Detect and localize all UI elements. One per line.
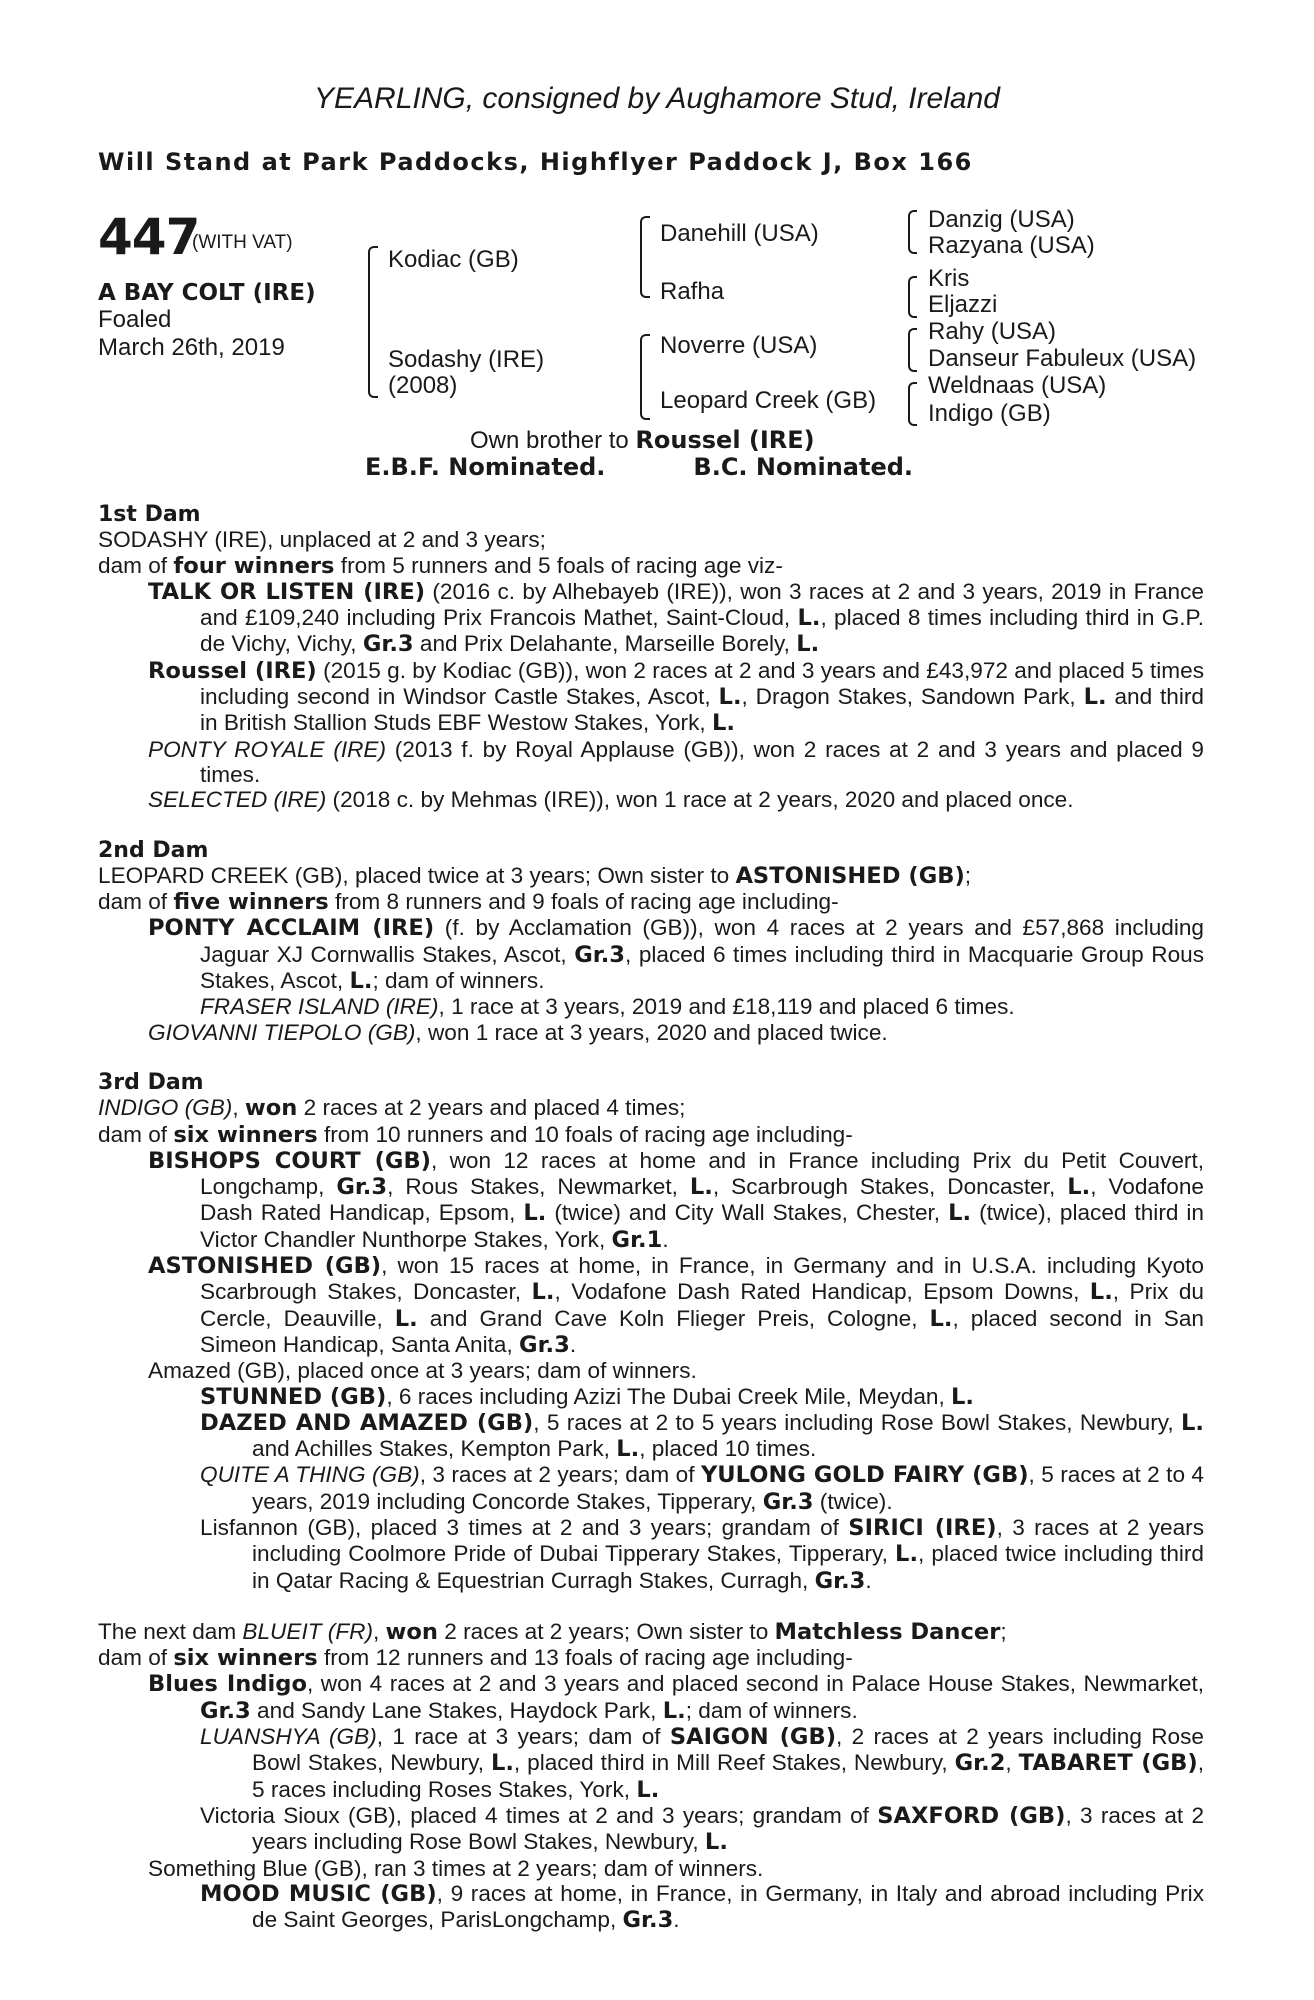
lot-number: 447 bbox=[98, 208, 200, 266]
produce-entry: DAZED AND AMAZED (GB), 5 races at 2 to 5 years including Rose Bowl Stakes, Newbury, L. and Achilles Stakes, Kempton Park, L., placed 10 times. bbox=[200, 1409, 1204, 1463]
produce-entry: PONTY ACCLAIM (IRE) (f. by Acclamation (GB)), won 4 races at 2 years and £57,868 including Jaguar XJ Cornwallis Stakes, Ascot, Gr.3, placed 6 times including third in Macquarie Group Rous Stakes, Ascot, L.; dam of winners. bbox=[148, 915, 1204, 995]
produce-entry: Lisfannon (GB), placed 3 times at 2 and 3 years; grandam of SIRICI (IRE), 3 races at 2 years including Coolmore Pride of Dubai Tipperary Stakes, Tipperary, L., placed twice including third in Qatar Racing & Equestrian Curragh Stakes, Curragh, Gr.3. bbox=[200, 1514, 1205, 1594]
dam-produce: dam of six winners from 10 runners and 10 foals of racing age including- bbox=[98, 1121, 853, 1148]
pedigree-dam-sire: Noverre (USA) bbox=[660, 332, 818, 359]
pedigree-bracket bbox=[908, 328, 917, 372]
produce-entry: Victoria Sioux (GB), placed 4 times at 2 and 3 years; grandam of SAXFORD (GB), 3 races at 2 years including Rose Bowl Stakes, Newbury, L. bbox=[200, 1802, 1205, 1856]
pedigree-bracket bbox=[908, 276, 917, 318]
produce-entry: GIOVANNI TIEPOLO (GB), won 1 race at 3 years, 2020 and placed twice. bbox=[148, 1019, 888, 1045]
pedigree-g2: Razyana (USA) bbox=[928, 232, 1095, 259]
page-title: YEARLING, consigned by Aughamore Stud, Ireland bbox=[314, 82, 1000, 115]
pedigree-dam-year: (2008) bbox=[388, 372, 458, 399]
produce-entry: Something Blue (GB), ran 3 times at 2 years; dam of winners. bbox=[148, 1855, 764, 1881]
dam-entry: SODASHY (IRE), unplaced at 2 and 3 years; bbox=[98, 527, 546, 553]
pedigree-g1: Danzig (USA) bbox=[928, 206, 1075, 233]
pedigree-bracket bbox=[908, 382, 917, 426]
produce-entry: PONTY ROYALE (IRE) (2013 f. by Royal Applause (GB)), won 2 races at 2 and 3 years and placed 9 times. bbox=[148, 736, 1204, 787]
pedigree-bracket bbox=[368, 246, 378, 398]
foaled-label: Foaled bbox=[98, 306, 172, 333]
pedigree-sire: Kodiac (GB) bbox=[388, 246, 519, 273]
foaled-date: March 26th, 2019 bbox=[98, 334, 285, 361]
catalogue-body bbox=[98, 502, 1204, 1933]
own-brother-note: Own brother to Roussel (IRE) bbox=[470, 426, 815, 454]
dam-produce: dam of four winners from 5 runners and 5 foals of racing age viz- bbox=[98, 552, 783, 579]
produce-entry: STUNNED (GB), 6 races including Azizi The Dubai Creek Mile, Meydan, L. bbox=[200, 1383, 975, 1410]
pedigree-g8: Indigo (GB) bbox=[928, 400, 1051, 427]
produce-entry: Blues Indigo, won 4 races at 2 and 3 years and placed second in Palace House Stakes, Newmarket, Gr.3 and Sandy Lane Stakes, Haydock Park, L.; dam of winners. bbox=[148, 1671, 1204, 1724]
pedigree-sire-sire: Danehill (USA) bbox=[660, 220, 819, 247]
produce-entry: Amazed (GB), placed once at 3 years; dam of winners. bbox=[148, 1358, 697, 1384]
horse-name: A BAY COLT (IRE) bbox=[98, 280, 316, 306]
produce-entry: MOOD MUSIC (GB), 9 races at home, in France, in Germany, in Italy and abroad including Prix de Saint Georges, ParisLongchamp, Gr.3. bbox=[200, 1880, 1204, 1934]
dam-produce: dam of five winners from 8 runners and 9 foals of racing age including- bbox=[98, 889, 839, 916]
pedigree-dam: Sodashy (IRE) bbox=[388, 346, 545, 373]
pedigree-g6: Danseur Fabuleux (USA) bbox=[928, 345, 1197, 372]
nominations: E.B.F. Nominated. B.C. Nominated. bbox=[365, 453, 914, 481]
lot-vat: (WITH VAT) bbox=[192, 232, 293, 253]
produce-entry: ASTONISHED (GB), won 15 races at home, in France, in Germany and in U.S.A. including Kyoto Scarbrough Stakes, Doncaster, L., Vodafone Dash Rated Handicap, Epsom Downs, L., Prix du Cercle, Deauville, L. and Grand Cave Koln Flieger Preis, Cologne, L., placed second in San Simeon Handicap, Santa Anita, Gr.3. bbox=[148, 1253, 1204, 1358]
pedigree-g7: Weldnaas (USA) bbox=[928, 372, 1107, 399]
section-heading: 3rd Dam bbox=[98, 1069, 204, 1095]
produce-entry: BISHOPS COURT (GB), won 12 races at home and in France including Prix du Petit Couvert, Longchamp, Gr.3, Rous Stakes, Newmarket, L., Scarbrough Stakes, Doncaster, L., Vodafone Dash Rated Handicap, Epsom, L. (twice) and City Wall Stakes, Chester, L. (twice), placed third in Victor Chandler Nunthorpe Stakes, York, Gr.1. bbox=[148, 1147, 1204, 1253]
dam-entry: The next dam BLUEIT (FR), won 2 races at 2 years; Own sister to Matchless Dancer; bbox=[98, 1618, 1007, 1645]
dam-entry: LEOPARD CREEK (GB), placed twice at 3 years; Own sister to ASTONISHED (GB); bbox=[98, 862, 972, 889]
produce-entry: LUANSHYA (GB), 1 race at 3 years; dam of SAIGON (GB), 2 races at 2 years including Rose Bowl Stakes, Newbury, L., placed third in Mill Reef Stakes, Newbury, Gr.2, TABARET (GB), 5 races including Roses Stakes, York, L. bbox=[200, 1724, 1204, 1803]
produce-entry: FRASER ISLAND (IRE), 1 race at 3 years, 2019 and £18,119 and placed 6 times. bbox=[200, 994, 1015, 1020]
pedigree-bracket bbox=[640, 334, 650, 420]
produce-entry: SELECTED (IRE) (2018 c. by Mehmas (IRE)), won 1 race at 2 years, 2020 and placed once. bbox=[148, 787, 1074, 813]
stand-location: Will Stand at Park Paddocks, Highflyer Paddock J, Box 166 bbox=[98, 148, 973, 176]
dam-entry: INDIGO (GB), won 2 races at 2 years and placed 4 times; bbox=[98, 1095, 686, 1122]
section-heading: 1st Dam bbox=[98, 502, 201, 527]
pedigree-bracket bbox=[908, 210, 917, 254]
dam-produce: dam of six winners from 12 runners and 13 foals of racing age including- bbox=[98, 1645, 853, 1672]
produce-entry: QUITE A THING (GB), 3 races at 2 years; dam of YULONG GOLD FAIRY (GB), 5 races at 2 to 4 years, 2019 including Concorde Stakes, Tipperary, Gr.3 (twice). bbox=[200, 1462, 1204, 1515]
pedigree-g5: Rahy (USA) bbox=[928, 318, 1057, 345]
section-heading: 2nd Dam bbox=[98, 837, 209, 863]
pedigree-sire-dam: Rafha bbox=[660, 278, 725, 305]
pedigree-bracket bbox=[640, 216, 650, 298]
produce-entry: TALK OR LISTEN (IRE) (2016 c. by Alhebayeb (IRE)), won 3 races at 2 and 3 years, 2019 in France and £109,240 including Prix Francois Mathet, Saint-Cloud, L., placed 8 times including third in G.P. de Vichy, Vichy, Gr.3 and Prix Delahante, Marseille Borely, L. bbox=[148, 578, 1204, 658]
pedigree-dam-dam: Leopard Creek (GB) bbox=[660, 387, 877, 414]
produce-entry: Roussel (IRE) (2015 g. by Kodiac (GB)), won 2 races at 2 and 3 years and £43,972 and placed 5 times including second in Windsor Castle Stakes, Ascot, L., Dragon Stakes, Sandown Park, L. and third in British Stallion Studs EBF Westow Stakes, York, L. bbox=[148, 657, 1204, 737]
pedigree-g3: Kris bbox=[928, 265, 970, 292]
pedigree-g4: Eljazzi bbox=[928, 291, 998, 318]
